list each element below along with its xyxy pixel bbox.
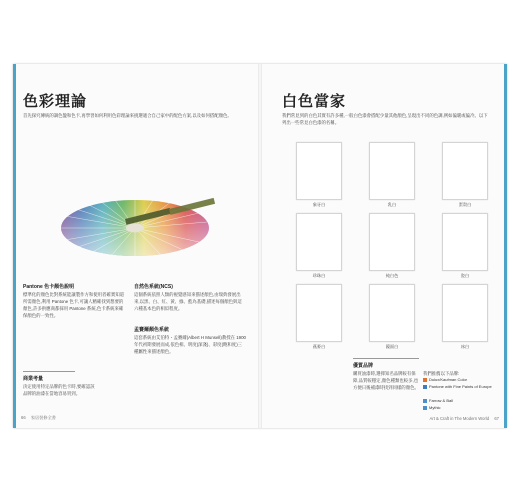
paint-swatch (296, 142, 342, 200)
left-intro: 首先探究傳統的調色盤和色卡,再學習如何利用色彩理論來挑選適合自己家中的配色方案,以及如何搭配顏色。 (23, 113, 232, 118)
swatch-label: 象牙白 (312, 202, 326, 207)
paint-swatch (442, 284, 488, 342)
pantone-heading: Pantone 色卡顏色說明 (23, 284, 75, 290)
book-spread (13, 64, 507, 428)
left-edge-accent (13, 64, 16, 428)
note-rule (23, 371, 75, 372)
right-running-title: Art & Craft in The Modern World (429, 416, 490, 421)
note-body: 決定使用特定品牌的色卡時,要確認該品牌的油漆在當地容易買到。 (23, 384, 95, 396)
left-running-title: 家居裝修全書 (30, 415, 56, 420)
right-intro: 我們常見到的白色其實有許多種,一般白色漆會搭配少量其他顏色,呈現出不同的色調,例如偏暖或偏冷。以下列出一些常見白色漆的名稱。 (282, 113, 488, 125)
brand-item: Dulux/Kaufman Color (423, 377, 467, 382)
swatch-label: 珍珠白 (312, 273, 326, 278)
swatch-label: 燕麥白 (312, 344, 326, 349)
swatch-label: 純白色 (385, 273, 399, 278)
brand-color-dot (423, 378, 427, 382)
paint-swatch (369, 142, 415, 200)
ncs-heading: 自然色系統(NCS) (134, 284, 173, 290)
brand-item: Mythic (423, 405, 441, 410)
right-folio (430, 416, 500, 421)
munsell-body: 這套系統由艾伯特・孟賽爾(Albert H Munsell)教授在 1900 年代初期發展而成,依色相、明度(深淺)、彩度(飽和度)三種屬性來描述顏色。 (134, 335, 246, 354)
brand-color-dot (423, 399, 427, 403)
right-page-number: 67 (494, 416, 499, 421)
munsell-heading: 孟賽爾顏色系統 (134, 327, 170, 333)
brand-color-dot (423, 385, 427, 389)
swatch-label: 乳白 (387, 202, 397, 207)
brands-heading: 優質品牌 (353, 363, 374, 369)
note-heading: 商業考量 (23, 376, 44, 382)
paint-swatch (442, 213, 488, 271)
right-edge-accent (504, 64, 507, 428)
left-page-title: 色彩理論 (23, 92, 88, 110)
brand-color-dot (423, 406, 427, 410)
swatch-label: 鏡面白 (385, 344, 399, 349)
left-folio (21, 415, 56, 421)
swatch-label: 蛋殼白 (458, 202, 472, 207)
right-page-title: 白色當家 (282, 92, 347, 110)
swatch-label: 瓷白 (460, 273, 470, 278)
paint-swatch (369, 284, 415, 342)
brands-body: 購買油漆時,選擇知名品牌較有保障,品質較穩定,顏色種類也較多,也方便日後補漆時找到同樣的顏色。 (353, 371, 419, 390)
paint-swatch (442, 142, 488, 200)
paint-swatch (296, 213, 342, 271)
paint-swatch (296, 284, 342, 342)
pantone-fan-deck-illustration (37, 182, 237, 258)
brand-item: Pantone with Fine Paints of Europe (423, 384, 497, 389)
paint-swatch (369, 213, 415, 271)
right-page (261, 64, 507, 428)
left-page (13, 64, 259, 428)
left-page-number: 66 (21, 415, 26, 420)
pantone-body: 標準化的顏色比對系統能讓製作方和使用者確實知道所需顏色,利用 Pantone 色卡,可讓人精確找到想要的顏色,許多供應商都採用 Pantone 系統,色卡系統來確保顏色的一致性。 (23, 292, 124, 318)
swatch-label: 冰白 (460, 344, 470, 349)
brands-rule (353, 358, 419, 359)
ncs-body: 這個系統依照人類的視覺感知來描述顏色,由瑞典發展出來,以黑、白、紅、黃、綠、藍為基礎,描述每個顏色與這六種基本色的相似程度。 (134, 292, 242, 311)
brands-side-intro: 我們推薦以下品牌: (423, 371, 460, 376)
brand-item: Farrow & Ball (423, 398, 453, 403)
